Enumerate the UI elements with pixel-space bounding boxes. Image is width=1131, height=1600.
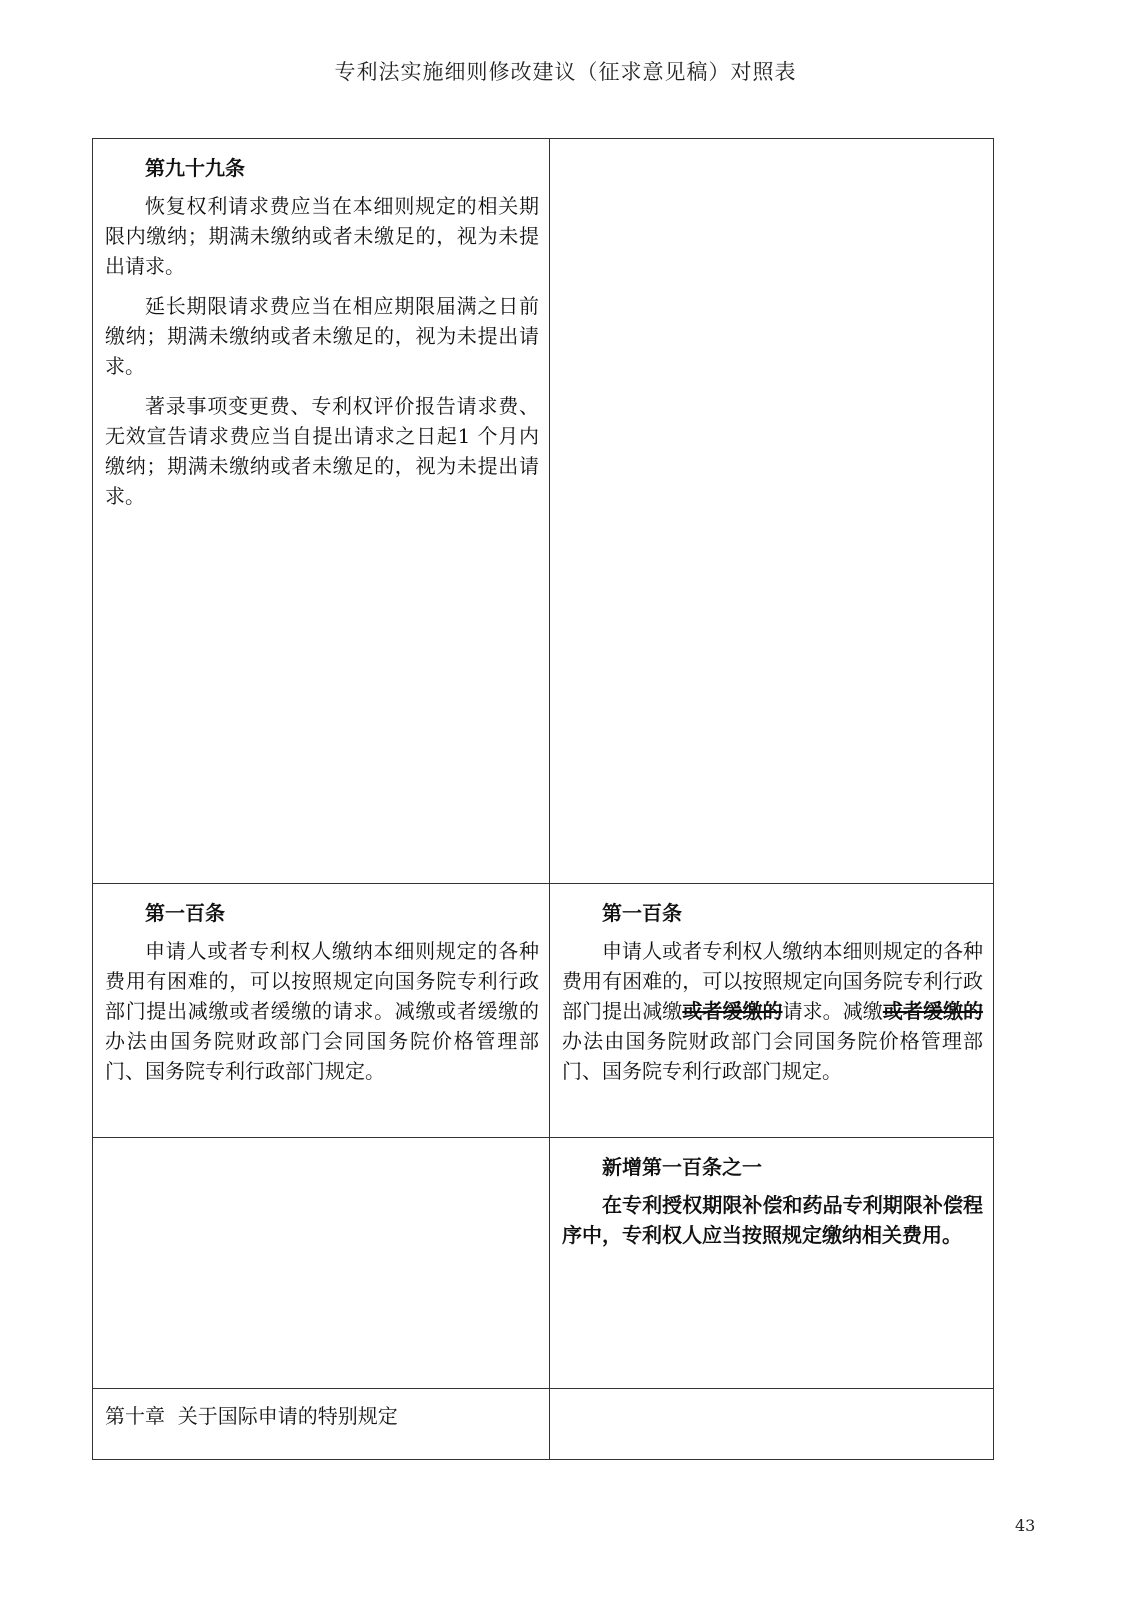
deleted-text: 或者缓缴的 — [882, 999, 984, 1023]
revised-text-cell — [550, 884, 994, 1138]
article-paragraph: 著录事项变更费、专利权评价报告请求费、无效宣告请求费应当自提出请求之日起1 个月内缴纳；期满未缴纳或者未缴足的，视为未提出请求。 — [105, 394, 539, 508]
article-paragraph: 申请人或者专利权人缴纳本细则规定的各种费用有困难的，可以按照规定向国务院专利行政部门提出减缴或者缓缴的请求。减缴或者缓缴的办法由国务院财政部门会同国务院价格管理部门、国务院专利行政部门规定。 — [105, 939, 539, 1083]
text-segment: 办法由国务院财政部门会同国务院价格管理部门、国务院专利行政部门规定。 — [562, 1029, 983, 1083]
article-paragraph: 延长期限请求费应当在相应期限届满之日前缴纳；期满未缴纳或者未缴足的，视为未提出请求。 — [105, 294, 539, 378]
revised-text-cell — [550, 139, 994, 884]
comparison-table — [92, 138, 994, 1460]
original-text-cell — [93, 1389, 550, 1460]
table-row — [93, 1389, 994, 1460]
deleted-text: 或者缓缴的 — [682, 999, 783, 1023]
original-text-cell — [93, 884, 550, 1138]
revised-text-cell — [550, 1138, 994, 1389]
article-title: 第九十九条 — [145, 156, 245, 180]
page-header: 专利法实施细则修改建议（征求意见稿）对照表 — [334, 60, 797, 84]
table-row — [93, 139, 994, 884]
chapter-heading: 第十章 关于国际申请的特别规定 — [105, 1404, 398, 1428]
page-number: 43 — [1015, 1516, 1036, 1535]
article-title: 第一百条 — [602, 901, 682, 925]
original-text-cell — [93, 139, 550, 884]
table-row — [93, 884, 994, 1138]
text-segment: 请求。减缴 — [782, 999, 883, 1023]
revised-text-cell — [550, 1389, 994, 1460]
added-paragraph: 在专利授权期限补偿和药品专利期限补偿程序中，专利权人应当按照规定缴纳相关费用。 — [562, 1193, 983, 1247]
article-paragraph: 恢复权利请求费应当在本细则规定的相关期限内缴纳；期满未缴纳或者未缴足的，视为未提出请求。 — [105, 194, 539, 278]
article-title: 新增第一百条之一 — [602, 1155, 762, 1179]
table-row — [93, 1138, 994, 1389]
text-segment: 申请人或者专利权人缴纳本细则规定的各种费用有困难的，可以按照规定向国务院专利行政部门提出减缴 — [562, 939, 983, 1023]
revised-paragraph — [562, 936, 983, 1086]
article-title: 第一百条 — [145, 901, 225, 925]
original-text-cell — [93, 1138, 550, 1389]
